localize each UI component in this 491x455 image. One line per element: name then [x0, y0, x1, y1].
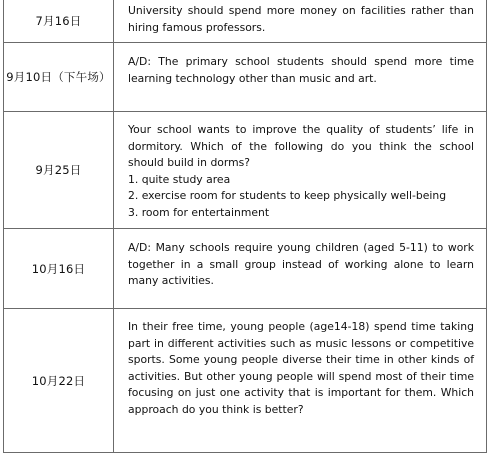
date-cell: 9月25日	[4, 112, 114, 229]
table-row	[4, 112, 487, 229]
option-item: 3. room for entertainment	[128, 205, 270, 219]
date-cell: 7月16日	[4, 0, 114, 43]
table-row	[4, 43, 487, 112]
table-row	[4, 309, 487, 453]
schedule-table	[3, 0, 487, 453]
table-row	[4, 229, 487, 309]
option-item: 2. exercise room for students to keep physically well-being	[128, 189, 447, 202]
prompt-cell	[114, 112, 487, 229]
date-cell: 10月16日	[4, 229, 114, 309]
table-row	[4, 0, 487, 43]
prompt-cell: In their free time, young people (age14-18) spend time taking part in different activities such as music lessons or competitive sports. Some young people diverse their time in other kinds of activities. But other young people will spend most of their time focusing on just one activity that is important for them. Which approach do you think is better?	[114, 309, 487, 453]
prompt-cell: A/D: Many schools require young children (aged 5-11) to work together in a small group instead of working alone to learn many activities.	[114, 229, 487, 309]
prompt-cell: A/D: The primary school students should spend more time learning technology other than music and art.	[114, 43, 487, 112]
option-item: 1. quite study area	[128, 172, 231, 186]
prompt-text: Your school wants to improve the quality of students’ life in dormitory. Which of the following do you think the school should build in dorms?	[128, 123, 474, 169]
prompt-cell: University should spend more money on facilities rather than hiring famous professors.	[114, 0, 487, 43]
date-cell: 10月22日	[4, 309, 114, 453]
date-cell: 9月10日（下午场）	[4, 43, 114, 112]
